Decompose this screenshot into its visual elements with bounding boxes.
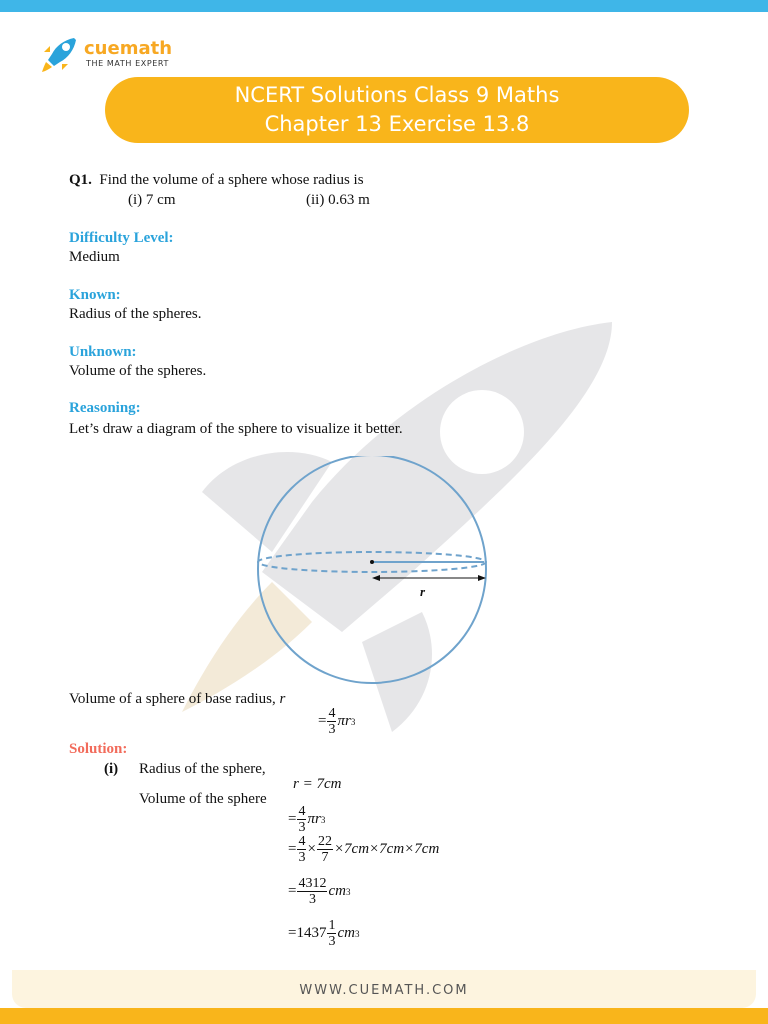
footer-url: WWW.CUEMATH.COM: [299, 983, 469, 998]
formula-intro-text: Volume of a sphere of base radius,: [69, 691, 276, 707]
top-accent-bar: [0, 0, 768, 12]
solution-radius-value: r = 7cm: [293, 776, 342, 792]
rocket-logo-icon: [40, 34, 80, 74]
step1-numerator: 4: [298, 804, 306, 819]
step2-numerator-2: 22: [317, 834, 332, 849]
formula-numerator: 4: [328, 706, 336, 721]
formula-intro-var: r: [279, 691, 286, 707]
step4-numerator: 1: [328, 918, 336, 933]
step1-denominator: 3: [298, 820, 306, 835]
formula-fraction: [327, 706, 336, 737]
radius-label: r: [420, 584, 426, 599]
solution-step-1: = $\frac{4}{3}$ πr 3: [288, 804, 326, 835]
title-banner: [105, 77, 689, 143]
solution-radius-text: Radius of the sphere,: [139, 761, 266, 777]
step2-fraction-2: [317, 834, 333, 865]
formula-equals: =: [318, 713, 327, 729]
question-number: Q1.: [69, 172, 92, 188]
worksheet-page: [12, 12, 756, 1008]
step3-numerator: 4312: [298, 876, 327, 891]
question-part-1: (i) 7 cm: [128, 192, 176, 208]
step4-denominator: 3: [328, 934, 336, 949]
step2-numerator-1: 4: [298, 834, 306, 849]
difficulty-heading: Difficulty Level:: [69, 230, 174, 246]
solution-step-3: = $\frac{4312}{3}$ cm 3: [288, 876, 351, 907]
reasoning-value: Let’s draw a diagram of the sphere to visualize it better.: [69, 421, 403, 437]
step2-denominator-2: 7: [321, 850, 329, 865]
unknown-heading: Unknown:: [69, 344, 137, 360]
difficulty-value: Medium: [69, 249, 120, 265]
known-value: Radius of the spheres.: [69, 306, 202, 322]
bottom-accent-bar: [0, 1008, 768, 1024]
solution-volume-text: Volume of the sphere: [139, 791, 267, 807]
step3-fraction: [297, 876, 327, 907]
arrow-left-icon: [372, 575, 380, 581]
sphere-diagram: [250, 456, 494, 686]
formula-denominator: 3: [328, 722, 336, 737]
solution-heading: Solution:: [69, 741, 128, 757]
step3-tail: cm: [328, 883, 346, 899]
step1-fraction: [297, 804, 306, 835]
question-text: Find the volume of a sphere whose radius is: [99, 172, 364, 188]
solution-part: (i): [104, 761, 119, 777]
formula-intro: [69, 690, 285, 708]
brand-name: cuemath: [84, 38, 173, 59]
unknown-value: Volume of the spheres.: [69, 363, 207, 379]
question-line: [69, 171, 364, 189]
step2-fraction-1: [297, 834, 306, 865]
step2-denominator-1: 3: [298, 850, 306, 865]
brand-tagline: THE MATH EXPERT: [86, 59, 169, 68]
step4-fraction: [327, 918, 336, 949]
step1-tail: πr: [307, 811, 321, 827]
step4-whole: 1437: [296, 925, 327, 941]
formula-expression: [318, 706, 355, 737]
known-heading: Known:: [69, 287, 121, 303]
reasoning-heading: Reasoning:: [69, 400, 141, 416]
question-part-2: (ii) 0.63 m: [306, 192, 370, 208]
solution-step-4: = 1437 $\frac{1}{3}$ cm 3: [288, 918, 360, 949]
banner-title-line2: Chapter 13 Exercise 13.8: [264, 112, 530, 136]
formula-tail: πr: [337, 713, 351, 729]
sphere-center: [370, 560, 374, 564]
step3-denominator: 3: [308, 892, 316, 907]
step2-tail: ×7cm×7cm×7cm: [333, 841, 440, 857]
solution-step-2: = $\frac{4}{3}$ × $\frac{22}{7}$ ×7cm×7cm×7cm: [288, 834, 440, 865]
formula-exponent: 3: [350, 716, 356, 727]
step4-tail: cm: [337, 925, 355, 941]
banner-title-line1: NCERT Solutions Class 9 Maths: [234, 83, 560, 107]
